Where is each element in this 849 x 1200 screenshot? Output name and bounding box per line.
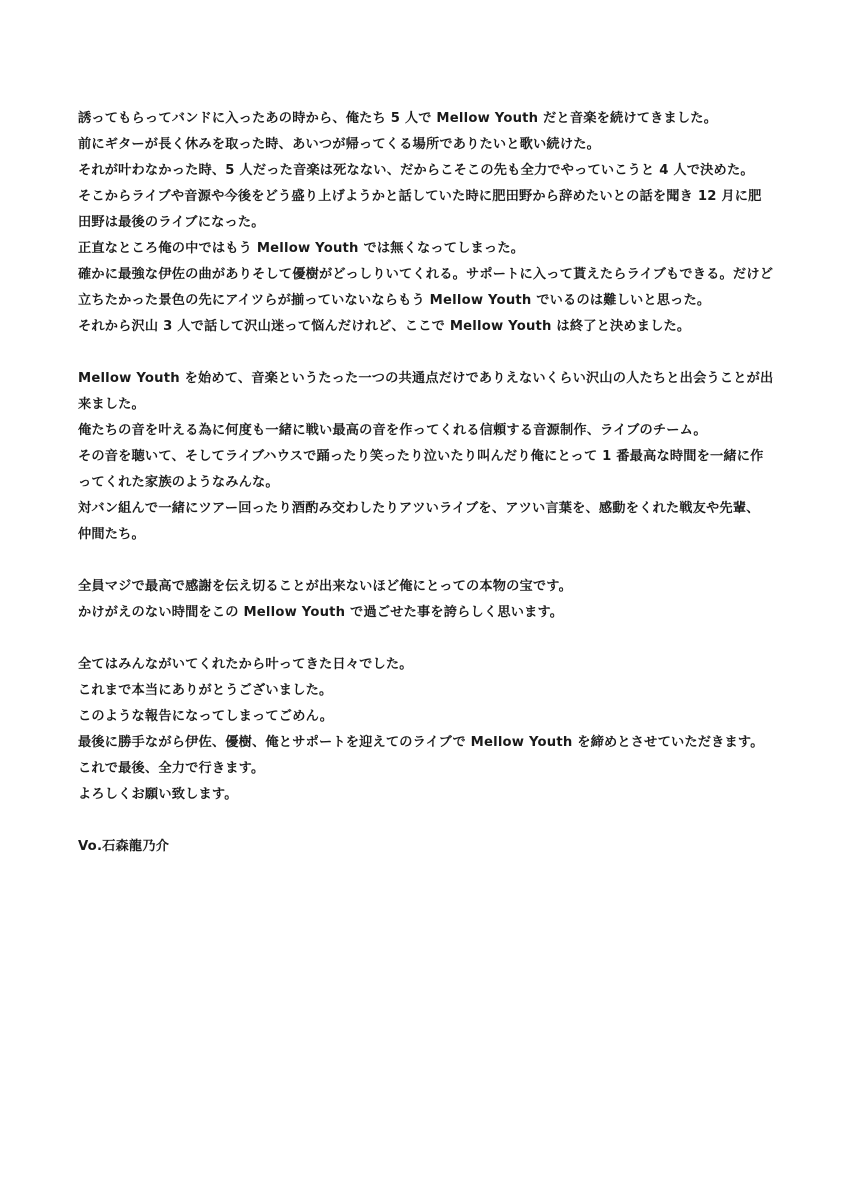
text-line: その音を聴いて、そしてライブハウスで踊ったり笑ったり泣いたり叫んだり俺にとって 1 番最高な時間を一緒に作 [78,449,764,464]
text-line: 最後に勝手ながら伊佐、優樹、俺とサポートを迎えてのライブで Mellow Youth を締めとさせていただきます。 [78,735,764,750]
signature: Vo.石森龍乃介 [78,839,170,854]
text-line: よろしくお願い致します。 [78,787,238,802]
text-line: これまで本当にありがとうございました。 [78,683,333,698]
text-line: 前にギターが長く休みを取った時、あいつが帰ってくる場所でありたいと歌い続けた。 [78,137,600,152]
text-line: 全員マジで最高で感謝を伝え切ることが出来ないほど俺にとっての本物の宝です。 [78,579,573,594]
text-line: 誘ってもらってバンドに入ったあの時から、俺たち 5 人で Mellow Youth だと音楽を続けてきました。 [78,111,718,126]
text-line: Mellow Youth を始めて、音楽というたった一つの共通点だけでありえないくらい沢山の人たちと出会うことが出 [78,371,774,386]
text-line: 仲間たち。 [78,527,145,542]
text-line: 全てはみんながいてくれたから叶ってきた日々でした。 [78,657,413,672]
text-line: それが叶わなかった時、5 人だった音楽は死なない、だからこそこの先も全力でやっていこうと 4 人で決めた。 [78,163,754,178]
text-line: 俺たちの音を叶える為に何度も一緒に戦い最高の音を作ってくれる信頼する音源制作、ライブのチーム。 [78,423,707,438]
paragraph-3 [78,574,778,626]
text-line: かけがえのない時間をこの Mellow Youth で過ごせた事を誇らしく思います。 [78,605,564,620]
text-line: そこからライブや音源や今後をどう盛り上げようかと話していた時に肥田野から辞めたいとの話を聞き 12 月に肥 [78,189,762,204]
text-line: ってくれた家族のようなみんな。 [78,475,279,490]
text-line: 対バン組んで一緒にツアー回ったり酒酌み交わしたりアツいライブを、アツい言葉を、感動をくれた戦友や先輩、 [78,501,760,516]
text-line: 立ちたかった景色の先にアイツらが揃っていないならもう Mellow Youth でいるのは難しいと思った。 [78,293,711,308]
text-line: 田野は最後のライブになった。 [78,215,265,230]
text-line: 来ました。 [78,397,145,412]
paragraph-4 [78,652,778,808]
paragraph-2 [78,366,778,548]
text-line: 正直なところ俺の中ではもう Mellow Youth では無くなってしまった。 [78,241,525,256]
text-line: これで最後、全力で行きます。 [78,761,265,776]
text-line: このような報告になってしまってごめん。 [78,709,334,724]
text-line: それから沢山 3 人で話して沢山迷って悩んだけれど、ここで Mellow Youth は終了と決めました。 [78,319,691,334]
paragraph-1 [78,106,778,340]
letter-body [78,106,778,860]
text-line: 確かに最強な伊佐の曲がありそして優樹がどっしりいてくれる。サポートに入って貰えたらライブもできる。だけど [78,267,774,282]
